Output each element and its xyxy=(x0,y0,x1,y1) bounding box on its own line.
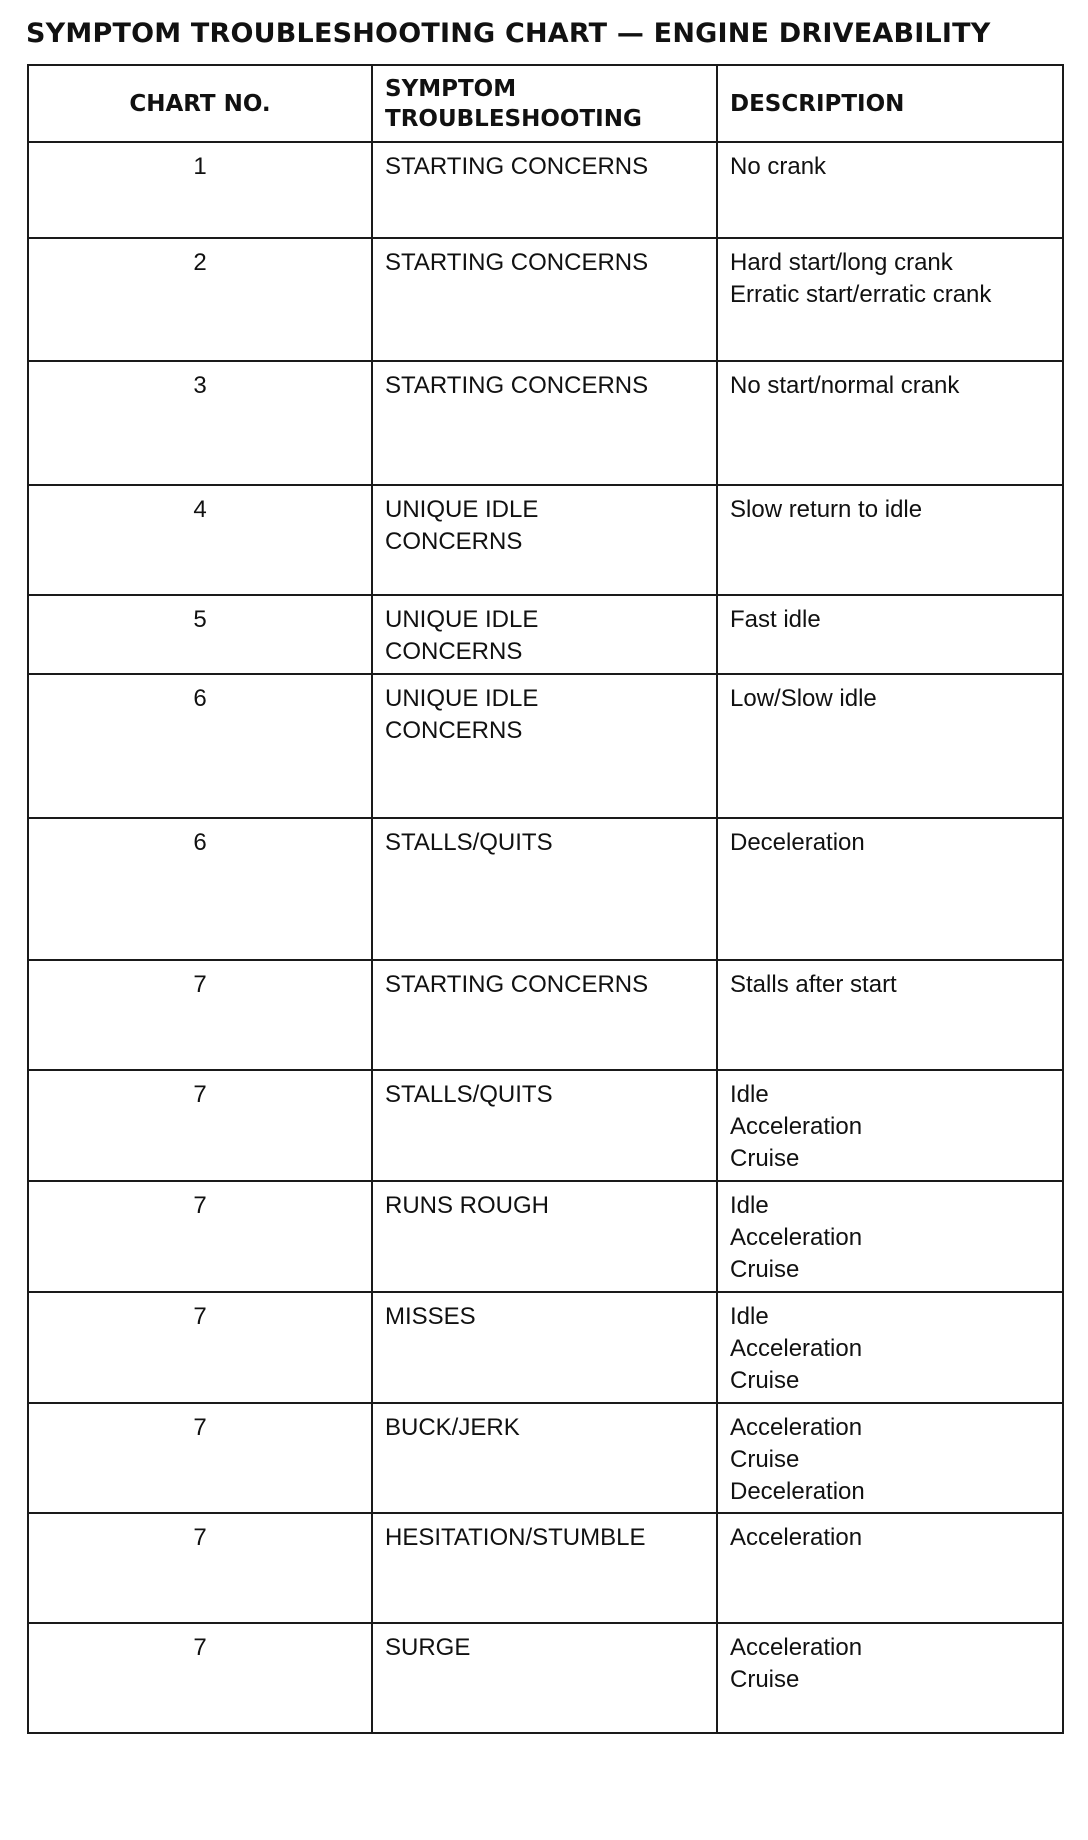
cell-chart-no: 6 xyxy=(28,674,372,818)
cell-description: Slow return to idle xyxy=(717,485,1063,595)
cell-symptom: RUNS ROUGH xyxy=(372,1181,717,1292)
table-row xyxy=(28,960,1063,1070)
cell-symptom: STARTING CONCERNS xyxy=(372,238,717,361)
cell-chart-no: 6 xyxy=(28,818,372,960)
table-row xyxy=(28,1403,1063,1513)
cell-description: Idle Acceleration Cruise xyxy=(717,1181,1063,1292)
cell-description: Hard start/long crank Erratic start/erratic crank xyxy=(717,238,1063,361)
table-row xyxy=(28,1292,1063,1403)
cell-description: Idle Acceleration Cruise xyxy=(717,1070,1063,1181)
cell-symptom: HESITATION/STUMBLE xyxy=(372,1513,717,1623)
cell-description: Idle Acceleration Cruise xyxy=(717,1292,1063,1403)
cell-symptom: UNIQUE IDLE CONCERNS xyxy=(372,674,717,818)
cell-description: No start/normal crank xyxy=(717,361,1063,485)
cell-symptom: STARTING CONCERNS xyxy=(372,142,717,238)
cell-symptom: STALLS/QUITS xyxy=(372,1070,717,1181)
header-symptom: SYMPTOM TROUBLESHOOTING xyxy=(372,65,717,142)
cell-chart-no: 1 xyxy=(28,142,372,238)
table-row xyxy=(28,361,1063,485)
cell-symptom: STALLS/QUITS xyxy=(372,818,717,960)
table-row xyxy=(28,142,1063,238)
cell-chart-no: 7 xyxy=(28,1623,372,1733)
table-row xyxy=(28,1070,1063,1181)
table-row xyxy=(28,1623,1063,1733)
table-row xyxy=(28,238,1063,361)
table-row xyxy=(28,818,1063,960)
cell-chart-no: 3 xyxy=(28,361,372,485)
cell-symptom: STARTING CONCERNS xyxy=(372,361,717,485)
symptom-chart-table xyxy=(27,64,1064,1734)
cell-description: Deceleration xyxy=(717,818,1063,960)
table-row xyxy=(28,674,1063,818)
cell-chart-no: 7 xyxy=(28,1403,372,1513)
page-title: SYMPTOM TROUBLESHOOTING CHART — ENGINE DRIVEABILITY xyxy=(26,18,991,49)
header-description: DESCRIPTION xyxy=(717,65,1063,142)
cell-symptom: UNIQUE IDLE CONCERNS xyxy=(372,595,717,674)
header-chart-no: CHART NO. xyxy=(28,65,372,142)
cell-chart-no: 7 xyxy=(28,1181,372,1292)
cell-description: Fast idle xyxy=(717,595,1063,674)
cell-chart-no: 4 xyxy=(28,485,372,595)
cell-symptom: SURGE xyxy=(372,1623,717,1733)
cell-chart-no: 2 xyxy=(28,238,372,361)
table-row xyxy=(28,1513,1063,1623)
table-row xyxy=(28,485,1063,595)
cell-symptom: BUCK/JERK xyxy=(372,1403,717,1513)
cell-chart-no: 7 xyxy=(28,1292,372,1403)
table-row xyxy=(28,1181,1063,1292)
cell-description: No crank xyxy=(717,142,1063,238)
cell-chart-no: 7 xyxy=(28,1070,372,1181)
cell-chart-no: 5 xyxy=(28,595,372,674)
cell-chart-no: 7 xyxy=(28,1513,372,1623)
cell-description: Stalls after start xyxy=(717,960,1063,1070)
cell-description: Low/Slow idle xyxy=(717,674,1063,818)
cell-description: Acceleration xyxy=(717,1513,1063,1623)
cell-description: Acceleration Cruise xyxy=(717,1623,1063,1733)
cell-symptom: STARTING CONCERNS xyxy=(372,960,717,1070)
cell-description: Acceleration Cruise Deceleration xyxy=(717,1403,1063,1513)
cell-symptom: MISSES xyxy=(372,1292,717,1403)
table-header-row xyxy=(28,65,1063,142)
cell-symptom: UNIQUE IDLE CONCERNS xyxy=(372,485,717,595)
table-row xyxy=(28,595,1063,674)
cell-chart-no: 7 xyxy=(28,960,372,1070)
